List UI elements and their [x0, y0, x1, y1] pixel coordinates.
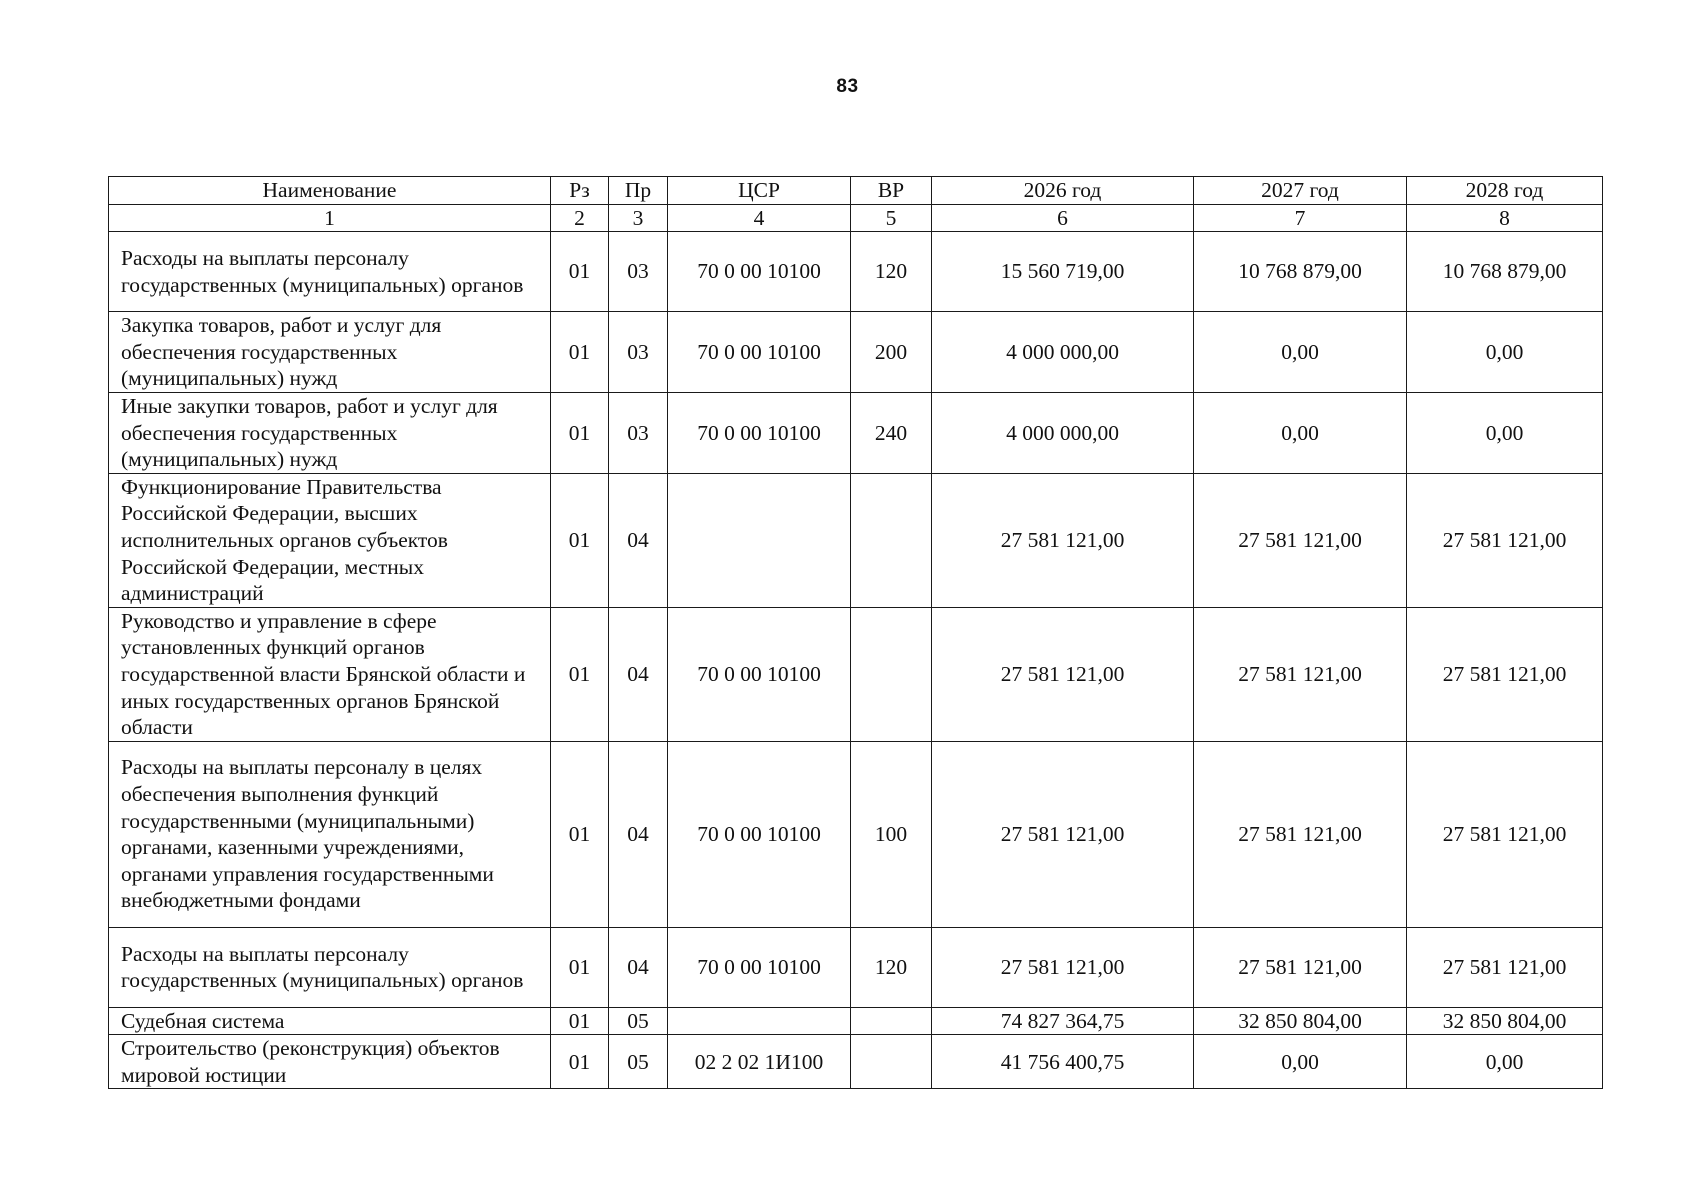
column-number: 8 — [1407, 204, 1603, 232]
row-pr: 04 — [609, 607, 668, 741]
row-2027: 10 768 879,00 — [1194, 232, 1407, 312]
row-vr: 200 — [851, 312, 932, 393]
row-2028: 27 581 121,00 — [1407, 741, 1603, 927]
row-csr: 70 0 00 10100 — [668, 232, 851, 312]
row-2026: 41 756 400,75 — [932, 1035, 1194, 1089]
row-pr: 05 — [609, 1035, 668, 1089]
row-vr: 240 — [851, 392, 932, 473]
column-number: 2 — [551, 204, 609, 232]
row-rz: 01 — [551, 927, 609, 1007]
row-name: Функционирование Правительства Российской Федерации, высших исполнительных органов субъектов Российской Федерации, местных администраций — [109, 473, 551, 607]
row-name: Расходы на выплаты персоналу государственных (муниципальных) органов — [109, 927, 551, 1007]
table-row — [109, 392, 1603, 473]
row-pr: 03 — [609, 232, 668, 312]
row-2026: 4 000 000,00 — [932, 392, 1194, 473]
row-csr: 70 0 00 10100 — [668, 741, 851, 927]
row-csr: 70 0 00 10100 — [668, 607, 851, 741]
row-2026: 27 581 121,00 — [932, 607, 1194, 741]
row-csr: 70 0 00 10100 — [668, 392, 851, 473]
row-2026: 27 581 121,00 — [932, 741, 1194, 927]
row-2028: 0,00 — [1407, 1035, 1603, 1089]
header-csr: ЦСР — [668, 177, 851, 205]
row-pr: 03 — [609, 392, 668, 473]
row-2027: 32 850 804,00 — [1194, 1007, 1407, 1035]
row-csr — [668, 1007, 851, 1035]
row-2028: 0,00 — [1407, 392, 1603, 473]
row-rz: 01 — [551, 312, 609, 393]
row-vr — [851, 1035, 932, 1089]
header-name: Наименование — [109, 177, 551, 205]
row-name: Закупка товаров, работ и услуг для обеспечения государственных (муниципальных) нужд — [109, 312, 551, 393]
row-pr: 04 — [609, 473, 668, 607]
row-2026: 74 827 364,75 — [932, 1007, 1194, 1035]
table-row — [109, 927, 1603, 1007]
table-row — [109, 607, 1603, 741]
row-name: Строительство (реконструкция) объектов мировой юстиции — [109, 1035, 551, 1089]
column-number: 1 — [109, 204, 551, 232]
row-2028: 27 581 121,00 — [1407, 607, 1603, 741]
row-2027: 27 581 121,00 — [1194, 473, 1407, 607]
table-row — [109, 741, 1603, 927]
table-row — [109, 473, 1603, 607]
row-2028: 10 768 879,00 — [1407, 232, 1603, 312]
row-2027: 0,00 — [1194, 392, 1407, 473]
header-2026: 2026 год — [932, 177, 1194, 205]
row-2027: 0,00 — [1194, 312, 1407, 393]
row-pr: 03 — [609, 312, 668, 393]
row-2027: 27 581 121,00 — [1194, 607, 1407, 741]
row-pr: 04 — [609, 927, 668, 1007]
column-number: 4 — [668, 204, 851, 232]
table-row — [109, 232, 1603, 312]
table-row — [109, 1035, 1603, 1089]
row-2026: 4 000 000,00 — [932, 312, 1194, 393]
header-rz: Рз — [551, 177, 609, 205]
row-csr — [668, 473, 851, 607]
table-row — [109, 312, 1603, 393]
row-name: Расходы на выплаты персоналу в целях обеспечения выполнения функций государственными (муниципальными) органами, казенными учреждениями, органами управления государственными внебюджетными фондами — [109, 741, 551, 927]
page-number: 83 — [836, 76, 859, 97]
header-pr: Пр — [609, 177, 668, 205]
row-2026: 27 581 121,00 — [932, 927, 1194, 1007]
header-vr: ВР — [851, 177, 932, 205]
row-2028: 32 850 804,00 — [1407, 1007, 1603, 1035]
row-2028: 27 581 121,00 — [1407, 473, 1603, 607]
row-pr: 05 — [609, 1007, 668, 1035]
row-name: Судебная система — [109, 1007, 551, 1035]
column-number: 6 — [932, 204, 1194, 232]
row-vr — [851, 473, 932, 607]
row-rz: 01 — [551, 607, 609, 741]
table-row — [109, 1007, 1603, 1035]
row-2027: 27 581 121,00 — [1194, 927, 1407, 1007]
row-pr: 04 — [609, 741, 668, 927]
column-number-row — [109, 204, 1603, 232]
column-number: 5 — [851, 204, 932, 232]
row-csr: 02 2 02 1И100 — [668, 1035, 851, 1089]
header-2028: 2028 год — [1407, 177, 1603, 205]
row-2028: 27 581 121,00 — [1407, 927, 1603, 1007]
column-number: 7 — [1194, 204, 1407, 232]
row-2027: 27 581 121,00 — [1194, 741, 1407, 927]
row-name: Иные закупки товаров, работ и услуг для обеспечения государственных (муниципальных) нужд — [109, 392, 551, 473]
row-csr: 70 0 00 10100 — [668, 927, 851, 1007]
budget-table — [108, 176, 1603, 1089]
header-2027: 2027 год — [1194, 177, 1407, 205]
header-row — [109, 177, 1603, 205]
row-rz: 01 — [551, 1035, 609, 1089]
row-2026: 15 560 719,00 — [932, 232, 1194, 312]
row-2028: 0,00 — [1407, 312, 1603, 393]
row-rz: 01 — [551, 473, 609, 607]
row-rz: 01 — [551, 1007, 609, 1035]
row-csr: 70 0 00 10100 — [668, 312, 851, 393]
row-vr: 120 — [851, 232, 932, 312]
column-number: 3 — [609, 204, 668, 232]
row-vr: 100 — [851, 741, 932, 927]
row-name: Руководство и управление в сфере установленных функций органов государственной власти Брянской области и иных государственных органов Брянской области — [109, 607, 551, 741]
row-rz: 01 — [551, 392, 609, 473]
row-2027: 0,00 — [1194, 1035, 1407, 1089]
row-vr — [851, 1007, 932, 1035]
row-2026: 27 581 121,00 — [932, 473, 1194, 607]
row-rz: 01 — [551, 741, 609, 927]
row-vr: 120 — [851, 927, 932, 1007]
row-rz: 01 — [551, 232, 609, 312]
row-name: Расходы на выплаты персоналу государственных (муниципальных) органов — [109, 232, 551, 312]
row-vr — [851, 607, 932, 741]
